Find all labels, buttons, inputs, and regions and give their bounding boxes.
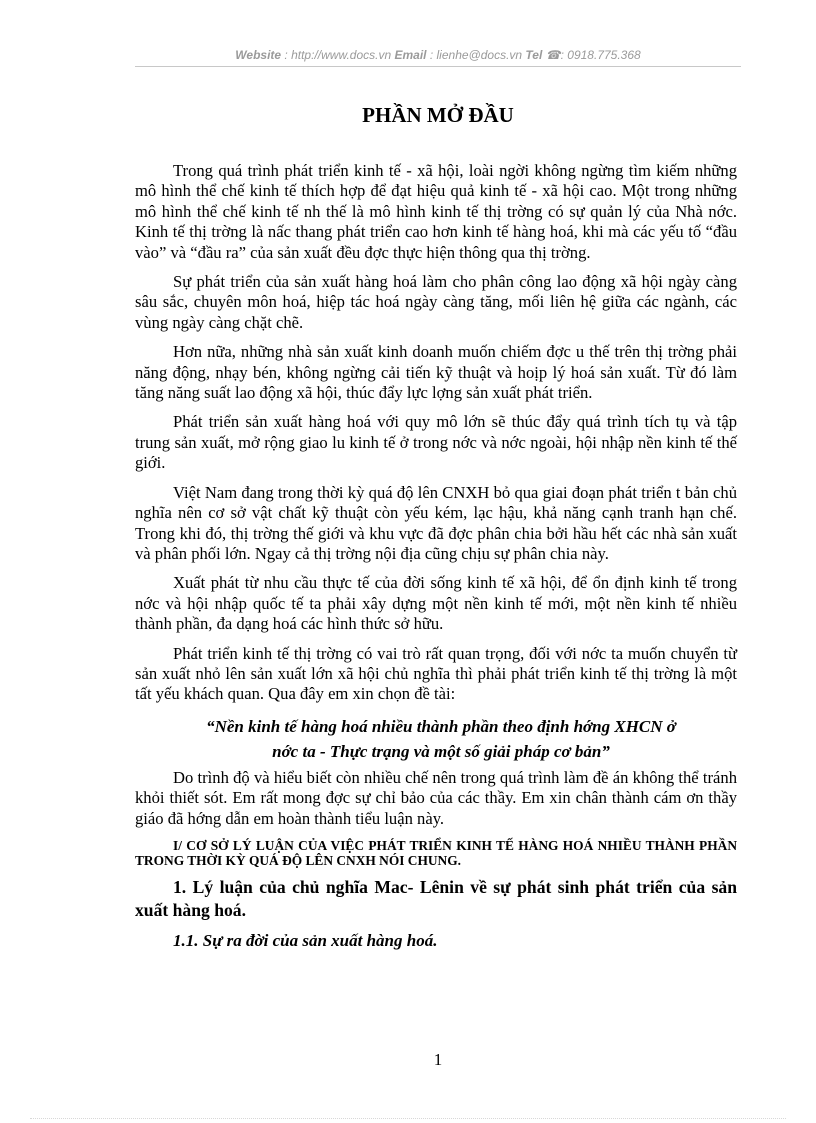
topic-title-line-2: nớc ta - Thực trạng và một số giải pháp cơ bản”: [272, 741, 610, 761]
paragraph: Hơn nữa, những nhà sản xuất kinh doanh muốn chiếm đợc u thế trên thị trờng phải năng động, nhạy bén, không ngừng cải tiến kỹ thuật và hoịp lý hoá sản xuất. Từ đó làm tăng năng suất lao động xã hội, thúc đẩy lực lợng sản xuất phát triển.: [135, 342, 737, 403]
email-label: Email: [394, 48, 427, 62]
website-label: Website: [235, 48, 282, 62]
document-body: [135, 161, 737, 952]
closing-paragraph: Do trình độ và hiểu biết còn nhiều chế nên trong quá trình làm đề án không thể tránh khỏi thiết sót. Em rất mong đợc sự chỉ bảo của các thầy. Em xin chân thành cám ơn thầy giáo đã hớng dẫn em hoàn thành tiểu luận này.: [135, 767, 737, 828]
website-value: : http://www.docs.vn: [284, 48, 392, 62]
paragraph: Việt Nam đang trong thời kỳ quá độ lên CNXH bỏ qua giai đoạn phát triển t bản chủ nghĩa nên cơ sở vật chất kỹ thuật còn yếu kém, lạc hậu, khả năng cạnh tranh hạn chế. Trong khi đó, thị trờng thế giới và khu vực đã đợc phân chia bởi hầu hết các nhà sản xuất và phân phối lớn. Ngay cả thị trờng nội địa cũng chịu sự phân chia này.: [135, 482, 737, 563]
paragraph: Trong quá trình phát triển kinh tế - xã hội, loài ngời không ngừng tìm kiếm những mô hình thể chế kinh tế thích hợp để đạt hiệu quả kinh tế - xã hội cao. Một trong những mô hình thể chế kinh tế nh thế là mô hình kinh tế thị trờng có sự quản lý của Nhà nớc. Kinh tế thị trờng là nấc thang phát triển cao hơn kinh tế hàng hoá, khi mà các yếu tố “đầu vào” và “đầu ra” của sản xuất đều đợc thực hiện thông qua thị trờng.: [135, 161, 737, 262]
header-divider: [135, 66, 741, 67]
tel-value: ☎: 0918.775.368: [545, 48, 641, 62]
topic-title: [135, 714, 737, 764]
email-value: : lienhe@docs.vn: [429, 48, 523, 62]
subsection-heading: 1. Lý luận của chủ nghĩa Mac- Lênin về sự phát sinh phát triển của sản xuất hàng hoá.: [135, 876, 737, 920]
page-title: PHẦN MỞ ĐẦU: [362, 103, 514, 127]
section-heading: I/ CƠ SỞ LÝ LUẬN CỦA VIỆC PHÁT TRIỂN KINH TẾ HÀNG HOÁ NHIỀU THÀNH PHẦN TRONG THỜI KỲ QUÁ ĐỘ LÊN CNXH NÓI CHUNG.: [135, 837, 737, 868]
paragraph: Xuất phát từ nhu cầu thực tế của đời sống kinh tế xã hội, để ổn định kinh tế trong nớc và hội nhập quốc tế ta phải xây dựng một nền kinh tế mới, một nền kinh tế nhiều thành phần, đa dạng hoá các hình thức sở hữu.: [135, 573, 737, 634]
page-header: [135, 48, 741, 62]
subsubsection-heading: 1.1. Sự ra đời của sản xuất hàng hoá.: [173, 930, 438, 950]
page-bottom-divider: [30, 1118, 786, 1119]
paragraph: Phát triển sản xuất hàng hoá với quy mô lớn sẽ thúc đẩy quá trình tích tụ và tập trung sản xuất, mở rộng giao lu kinh tế ở trong nớc và nớc ngoài, hội nhập nền kinh tế thế giới.: [135, 412, 737, 473]
tel-label: Tel: [525, 48, 543, 62]
paragraph: Sự phát triển của sản xuất hàng hoá làm cho phân công lao động xã hội ngày càng sâu sắc, chuyên môn hoá, hiệp tác hoá ngày càng tăng, mối liên hệ giữa các ngành, các vùng ngày càng chặt chẽ.: [135, 272, 737, 332]
paragraph: Phát triển kinh tế thị trờng có vai trò rất quan trọng, đối với nớc ta muốn chuyển từ sản xuất nhỏ lên sản xuất lớn xã hội chủ nghĩa thì phải phát triển kinh tế thị trờng là một tất yếu khách quan. Qua đây em xin chọn đề tài:: [135, 643, 737, 704]
topic-title-line-1: “Nền kinh tế hàng hoá nhiều thành phần theo định hớng XHCN ở: [206, 716, 676, 736]
page-number: 1: [433, 1050, 443, 1069]
